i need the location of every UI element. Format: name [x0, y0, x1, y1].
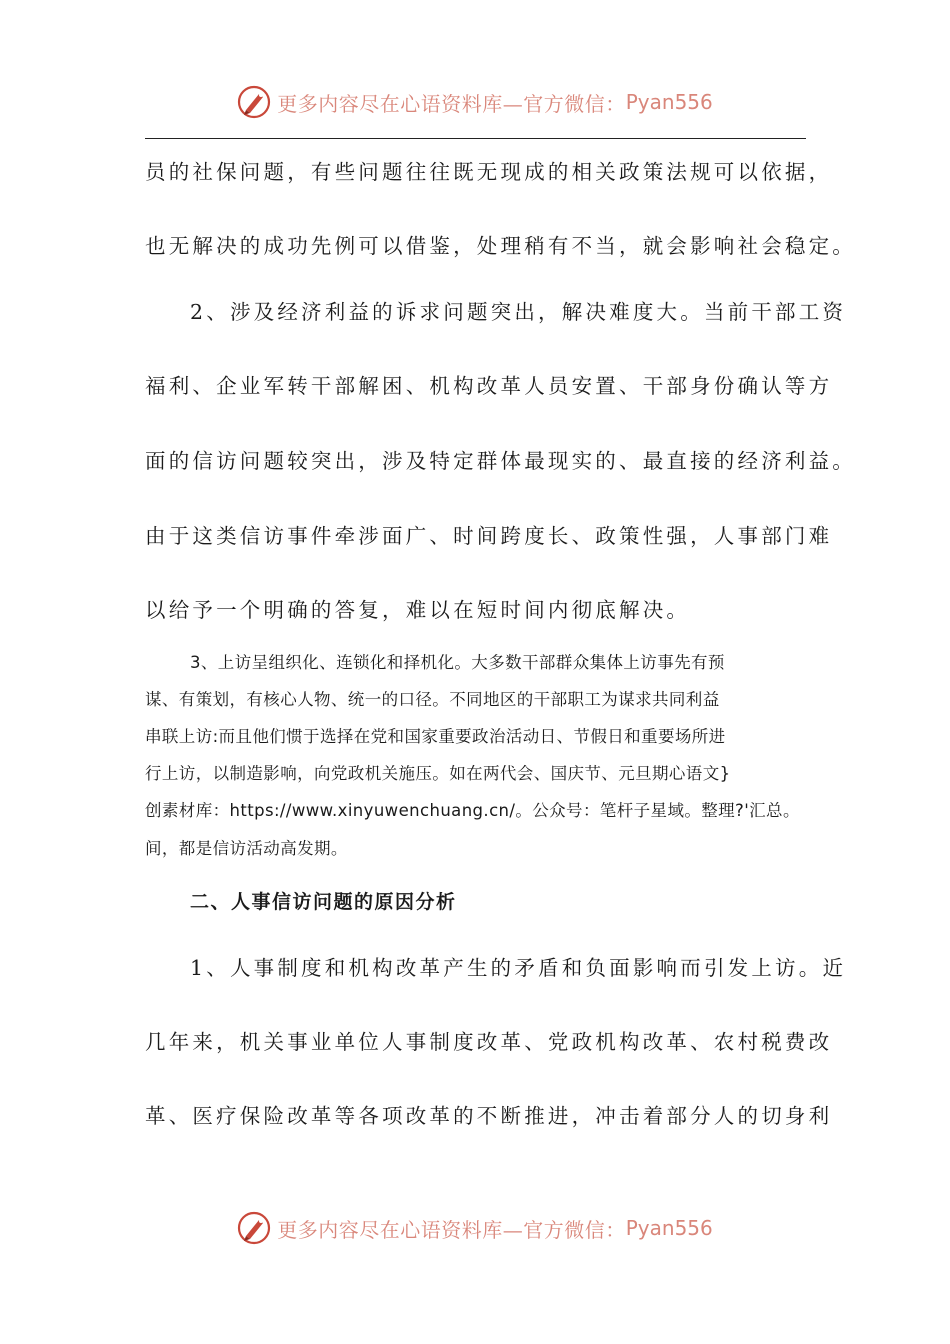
header-rule — [145, 138, 806, 139]
body-line: 由于这类信访事件牵涉面广、时间跨度长、政策性强，人事部门难 — [145, 524, 833, 548]
header-banner-text: 更多内容尽在心语资料库—官方微信： — [277, 91, 626, 116]
footer-banner — [0, 1208, 950, 1248]
body-line: 几年来，机关事业单位人事制度改革、党政机构改革、农村税费改 — [145, 1030, 833, 1054]
body-line: 员的社保问题，有些问题往往既无现成的相关政策法规可以依据， — [145, 160, 833, 184]
header-banner — [0, 82, 950, 122]
header-banner-wechat-id: Pyan556 — [625, 90, 713, 114]
body-line: 1、人事制度和机构改革产生的矛盾和负面影响而引发上访。近 — [190, 956, 847, 980]
small-line: 串联上访:而且他们惯于选择在党和国家重要政治活动日、节假日和重要场所进 — [145, 727, 726, 746]
section-heading: 二、人事信访问题的原因分析 — [190, 891, 457, 913]
small-line: 3、上访呈组织化、连锁化和择机化。大多数干部群众集体上访事先有预 — [190, 653, 725, 672]
small-line: 谋、有策划，有核心人物、统一的口径。不同地区的干部职工为谋求共同利益 — [145, 690, 720, 709]
body-line: 2、涉及经济利益的诉求问题突出，解决难度大。当前干部工资 — [190, 300, 847, 324]
footer-banner-wechat-id: Pyan556 — [625, 1216, 713, 1240]
body-line: 革、医疗保险改革等各项改革的不断推进，冲击着部分人的切身利 — [145, 1104, 833, 1128]
footer-banner-text: 更多内容尽在心语资料库—官方微信： — [277, 1217, 626, 1242]
body-line: 福利、企业军转干部解困、机构改革人员安置、干部身份确认等方 — [145, 374, 833, 398]
small-line: 创素材库：https://www.xinyuwenchuang.cn/。公众号：笔杆子星域。整理?'汇总。 — [145, 801, 800, 820]
pen-logo-icon — [237, 85, 271, 119]
pen-logo-icon — [237, 1211, 271, 1245]
small-line: 行上访，以制造影响，向党政机关施压。如在两代会、国庆节、元旦期心语文} — [145, 764, 731, 783]
small-line: 间，都是信访活动高发期。 — [145, 839, 348, 858]
body-line: 也无解决的成功先例可以借鉴，处理稍有不当，就会影响社会稳定。 — [145, 234, 856, 258]
body-line: 面的信访问题较突出，涉及特定群体最现实的、最直接的经济利益。 — [145, 449, 856, 473]
body-line: 以给予一个明确的答复，难以在短时间内彻底解决。 — [145, 598, 691, 622]
